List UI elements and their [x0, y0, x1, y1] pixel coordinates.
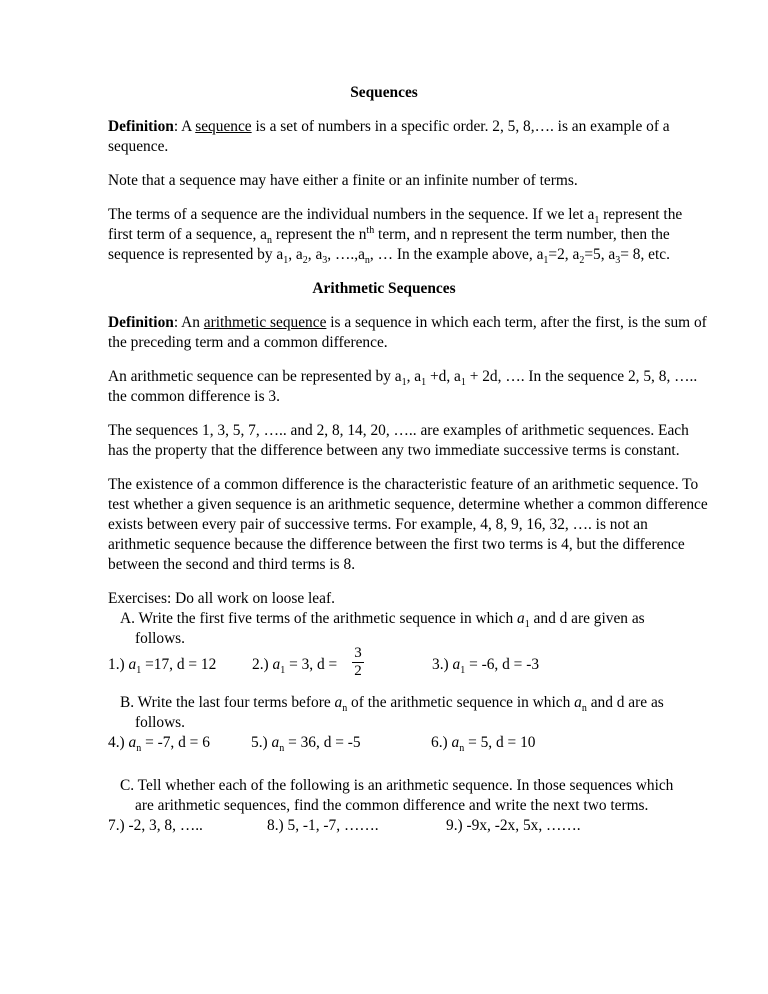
exercise-a-instructions: A. Write the first five terms of the arithmetic sequence in which $a_1$ and d are given as: [120, 610, 645, 631]
page-title: Sequences: [350, 84, 418, 101]
exercise-b-instructions: B. Write the last four terms before $a_n$ of the arithmetic sequence in which $a_n$ and d are as: [120, 694, 664, 715]
defined-term: sequence: [195, 118, 252, 135]
existence-line3: exists between every pair of successive terms. For example, 4, 8, 9, 16, 32, …. is not an: [108, 516, 648, 533]
terms-paragraph-line3: sequence is represented by $a_1$, $a_2$, $a_3$, $\dots.,a_n$, … In the example above, $a_1=2$, $a_2=5$, $a_3= 8$, etc.: [108, 246, 670, 267]
exercise-7: 7.) -2, 3, 8, …..: [108, 817, 203, 834]
existence-line2: test whether a given sequence is an arithmetic sequence, determine whether a common difference: [108, 496, 708, 513]
exercise-a-instructions-line2: follows.: [135, 630, 186, 647]
section-heading-arithmetic: Arithmetic Sequences: [312, 280, 456, 297]
existence-line4: arithmetic sequence because the difference between the first two terms is 4, but the difference: [108, 536, 685, 553]
fraction-three-halves: $\frac{3}{2}$: [352, 645, 364, 679]
terms-paragraph-line1: The terms of a sequence are the individual numbers in the sequence. If we let $a_1$ represent the: [108, 206, 683, 227]
definition-sequence: Definition: A sequence is a set of numbers in a specific order. 2, 5, 8,…. is an example of a: [108, 118, 670, 135]
terms-paragraph-line2: first term of a sequence, $a_n$ represent the $n^{th}$ term, and n represent the term number, then the: [108, 224, 670, 247]
exercise-4: 4.) $a_n = -7$, d = 6: [108, 734, 210, 755]
exercise-3: 3.) $a_1 = -6$, d = -3: [432, 656, 540, 677]
exercise-b-instructions-line2: follows.: [135, 714, 186, 731]
existence-line1: The existence of a common difference is the characteristic feature of an arithmetic sequence. To: [108, 476, 699, 493]
definition-arithmetic: Definition: An arithmetic sequence is a sequence in which each term, after the first, is the sum of: [108, 314, 707, 331]
exercise-c-instructions-line2: are arithmetic sequences, find the common difference and write the next two terms.: [135, 797, 649, 814]
exercise-6: 6.) $a_n = 5$, d = 10: [431, 734, 536, 755]
exercise-2: 2.) $a_1 = 3$, d =: [252, 656, 338, 677]
representation-line2: the common difference is 3.: [108, 388, 280, 405]
definition-arithmetic-line2: the preceding term and a common difference.: [108, 334, 388, 351]
note-paragraph: Note that a sequence may have either a finite or an infinite number of terms.: [108, 172, 578, 189]
representation-line1: An arithmetic sequence can be represented by $a_1$, $a_1 +d$, $a_1 + 2d$, …. In the sequence 2, 5, 8, …..: [108, 368, 698, 389]
definition-label: Definition: [108, 314, 174, 331]
exercise-9: 9.) -9x, -2x, 5x, …….: [446, 817, 581, 834]
existence-line5: between the second and third terms is 8.: [108, 556, 356, 573]
examples-line1: The sequences 1, 3, 5, 7, ….. and 2, 8, 14, 20, ….. are examples of arithmetic sequences. Each: [108, 422, 689, 439]
examples-line2: has the property that the difference between any two immediate successive terms is constant.: [108, 442, 680, 459]
exercise-8: 8.) 5, -1, -7, …….: [267, 817, 379, 834]
exercise-1: 1.) $a_1 =17$, d = 12: [108, 656, 217, 677]
definition-label: Definition: [108, 118, 174, 135]
definition-sequence-line2: sequence.: [108, 138, 169, 155]
defined-term: arithmetic sequence: [203, 314, 327, 331]
exercises-intro: Exercises: Do all work on loose leaf.: [108, 590, 335, 607]
exercise-c-instructions: C. Tell whether each of the following is an arithmetic sequence. In those sequences which: [120, 777, 674, 794]
exercise-5: 5.) $a_n = 36$, d = -5: [251, 734, 361, 755]
